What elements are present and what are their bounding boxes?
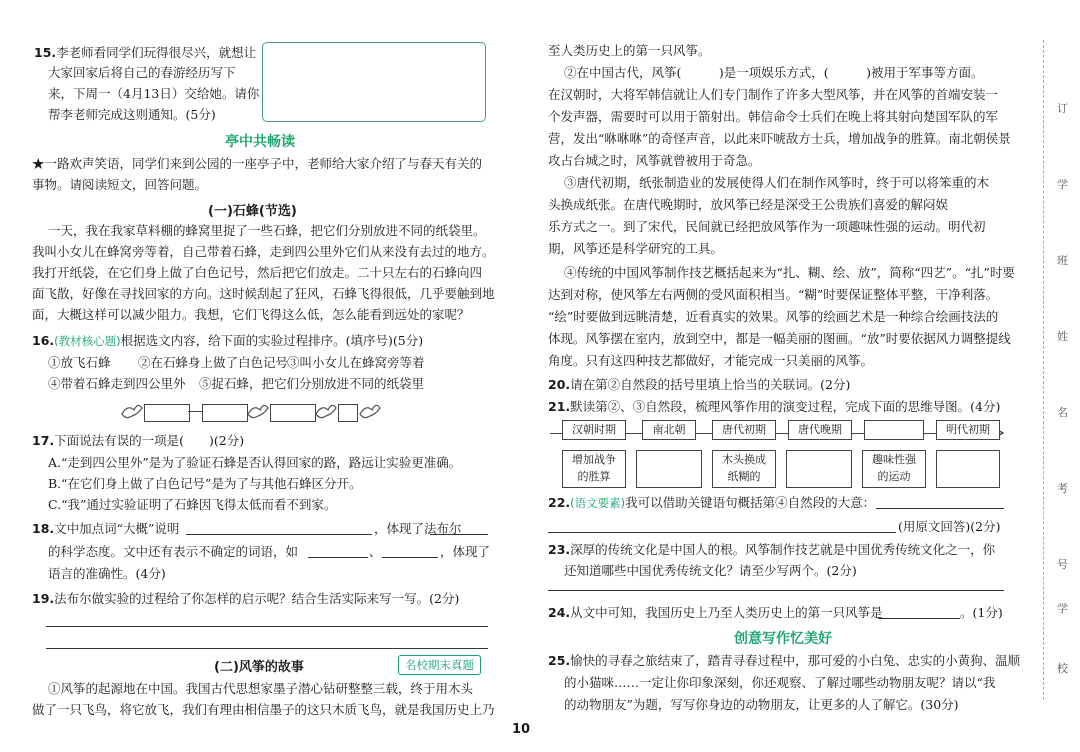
q16-opt1: ①放飞石蜂 (48, 355, 111, 370)
function-blank[interactable] (936, 450, 1000, 488)
q16-opt4: ④带着石蜂走到四公里外 (48, 376, 186, 391)
q24-line: 24.从文中可知，我国历史上乃至人类历史上的第一只风筝是 (548, 605, 883, 620)
q23-line2: 还知道哪些中国优秀传统文化？请至少写两个。(2分) (564, 563, 857, 578)
text2-cont-line: 体现。风筝摆在室内，放到空中，都是一幅美丽的图画。“放”时要依据风力调整提线 (548, 331, 1011, 346)
timeline-label: 南北朝 (642, 420, 696, 440)
bee-icon (358, 400, 382, 422)
intro-line1: ★一路欢声笑语，同学们来到公园的一座亭子中，老师给大家介绍了与春天有关的 (32, 156, 483, 171)
q18-line1-end: ，体现了法布尔 (374, 521, 462, 536)
q18-line1: 18.文中加点词“大概”说明 (32, 521, 180, 536)
q15-line2: 大家回家后将自己的春游经历写下 (48, 65, 236, 80)
sequence-answer-box[interactable] (338, 404, 358, 422)
q25-line1: 25.愉快的寻春之旅结束了，踏青寻春过程中，那可爱的小白兔、忠实的小黄狗、温顺 (548, 653, 1021, 668)
q18-line3: 语言的准确性。(4分) (48, 566, 166, 581)
text1-line: 一天，我在我家草料棚的蜂窝里捉了一些石蜂，把它们分别放进不同的纸袋里。 (48, 223, 486, 238)
q25-line3: 的动物朋友”为题，写写你身边的动物朋友，让更多的人了解它。(30分) (564, 697, 959, 712)
text2-cont-line: 乐方式之一。到了宋代，民间就已经把放风筝作为一项趣味性强的运动。明代初 (548, 219, 986, 234)
binder-char: 学 (1057, 178, 1068, 191)
q23-answer-line[interactable] (548, 590, 1004, 591)
binding-margin (1048, 0, 1078, 752)
text2-cont-line: ④传统的中国风筝制作技艺概括起来为“扎、糊、绘、放”，简称“四艺”。“扎”时要 (564, 265, 1015, 280)
text2-cont-line: 达到对称，使风筝左右两侧的受风面积相当。“糊”时要保证整体平整，干净利落。 (548, 287, 999, 302)
q18-blank[interactable] (430, 534, 488, 535)
binder-char: 学 (1057, 602, 1068, 615)
intro-line2: 事物。请阅读短文，回答问题。 (32, 177, 208, 192)
exam-source-badge: 名校期末真题 (398, 655, 481, 675)
section-title-writing: 创意写作忆美好 (734, 631, 832, 647)
text2-line: 做了一只飞鸟，将它放飞，我们有理由相信墨子的这只木质飞鸟，就是我国历史上乃 (32, 702, 495, 717)
q24-blank[interactable] (878, 618, 960, 619)
q22-blank[interactable] (548, 532, 896, 533)
text2-line: ①风筝的起源地在中国。我国古代思想家墨子潜心钻研整整三载，终于用木头 (48, 681, 474, 696)
binder-char: 订 (1057, 102, 1068, 115)
text2-cont-line: 头换成纸张。在唐代晚期时，放风筝已经是深受王公贵族们喜爱的解闷娱 (548, 197, 949, 212)
timeline-blank[interactable] (864, 420, 924, 440)
text2-title: (二)风筝的故事 (214, 660, 304, 675)
binding-dashed-line (1043, 40, 1044, 700)
function-box: 趣味性强 的运动 (862, 450, 926, 488)
q15-line1: 15.李老师看同学们玩得很尽兴，就想让 (34, 45, 257, 60)
notice-answer-box[interactable] (262, 42, 486, 122)
q16-line1: 16.(教材核心题)根据选文内容，给下面的实验过程排序。(填序号)(5分) (32, 333, 424, 348)
q17-option-c: C.“我”通过实验证明了石蜂因飞得太低而看不到家。 (48, 497, 337, 512)
q15-line4: 帮李老师完成这则通知。(5分) (48, 107, 216, 122)
text2-cont-line: ③唐代初期，纸张制造业的发展使得人们在制作风筝时，终于可以将笨重的木 (564, 175, 990, 190)
q19-answer-line[interactable] (46, 626, 488, 627)
text1-title: (一)石蜂(节选) (208, 204, 297, 219)
q17-option-b: B.“在它们身上做了白色记号”是为了与其他石蜂区分开。 (48, 476, 362, 491)
text2-cont-line: 营，发出“咻咻咻”的奇怪声音，以此来吓唬敌方士兵，增加战争的胜算。南北朝侯景 (548, 131, 1011, 146)
q17-option-a: A.“走到四公里外”是为了验证石蜂是否认得回家的路，路远让实验更准确。 (48, 455, 462, 470)
sequence-answer-box[interactable] (202, 404, 248, 422)
q16-opt3: ③叫小女儿在蜂窝旁等着 (287, 355, 425, 370)
q25-line2: 的小猫咪……一定让你印象深刻，你还观察、了解过哪些动物朋友呢？请以“我 (564, 675, 996, 690)
q18-sep: 、 (369, 544, 382, 559)
binder-char: 名 (1057, 406, 1068, 419)
text2-cont-line: 攻占台城之时，风筝就曾被用于奇急。 (548, 153, 761, 168)
sequence-answer-box[interactable] (270, 404, 316, 422)
text1-line: 面飞散，好像在寻找回家的方向。这时候刮起了狂风，石蜂飞得很低，几乎要触到地 (32, 286, 495, 301)
timeline-label: 明代初期 (936, 420, 1000, 440)
function-blank[interactable] (786, 450, 852, 488)
text2-cont-line: 在汉朝时，大将军韩信就让人们专门制作了许多大型风筝，并在风筝的首端安装一 (548, 87, 999, 102)
bee-icon (246, 400, 270, 422)
q15-line3: 来，下周一（4月13日）交给她。请你 (48, 86, 260, 101)
binder-char: 班 (1057, 254, 1068, 267)
section-title-reading: 亭中共畅读 (225, 134, 295, 150)
bee-icon (314, 400, 338, 422)
q22-line2: (用原文回答)(2分) (898, 519, 1001, 534)
q22-stem: 22.(语文要素)我可以借助关键语句概括第④自然段的大意： (548, 495, 876, 510)
arrow-right-icon (188, 411, 202, 412)
q20-stem: 20.请在第②自然段的括号里填上恰当的关联词。(2分) (548, 377, 851, 392)
q24-line-end: 。(1分) (960, 605, 1003, 620)
q18-line2: 的科学态度。文中还有表示不确定的词语，如 (48, 544, 299, 559)
q16-opt5: ⑤捉石蜂，把它们分别放进不同的纸袋里 (199, 376, 425, 391)
function-box: 木头换成 纸糊的 (712, 450, 776, 488)
timeline-label: 汉朝时期 (562, 420, 626, 440)
q22-blank[interactable] (876, 508, 1004, 509)
timeline-label: 唐代初期 (712, 420, 776, 440)
text1-line: 面，大概这样可以减少阻力。我想，它们飞得这么低，怎么能看到远处的家呢？ (32, 307, 470, 322)
q19-answer-line[interactable] (46, 648, 488, 649)
binder-char: 校 (1057, 662, 1068, 675)
timeline-label: 唐代晚期 (788, 420, 852, 440)
binder-char: 号 (1057, 558, 1068, 571)
q19-stem: 19.法布尔做实验的过程给了你怎样的启示呢？结合生活实际来写一写。(2分) (32, 591, 460, 606)
sequence-answer-box[interactable] (144, 404, 190, 422)
text2-cont-line: 至人类历史上的第一只风筝。 (548, 43, 711, 58)
function-box: 增加战争 的胜算 (562, 450, 626, 488)
text2-cont-line: 角度。只有这四种技艺都做好，才能完成一只美丽的风筝。 (548, 353, 874, 368)
q18-blank[interactable] (308, 557, 368, 558)
page-number: 10 (512, 722, 531, 737)
q18-blank[interactable] (186, 534, 372, 535)
binder-char: 姓 (1057, 330, 1068, 343)
q16-opt2: ②在石蜂身上做了白色记号 (138, 355, 289, 370)
text2-cont-line: ②在中国古代，风筝( )是一项娱乐方式，( )被用于军事等方面。 (564, 65, 984, 80)
text1-line: 我叫小女儿在蜂窝旁等着，自己带着石蜂，走到四公里外它们从来没有去过的地方。 (32, 244, 495, 259)
text2-cont-line: 期，风筝还是科学研究的工具。 (548, 241, 724, 256)
bee-icon (120, 400, 144, 422)
q18-blank[interactable] (382, 557, 438, 558)
text2-cont-line: 个发声器，需要时可以用于箭射出。韩信命令士兵们在晚上将其射向楚国军队的军 (548, 109, 999, 124)
binder-char: 考 (1057, 482, 1068, 495)
q17-stem: 17.下面说法有误的一项是( )(2分) (32, 433, 245, 448)
text2-cont-line: “绘”时要做到远眺清楚，近看真实的效果。风筝的绘画艺术是一种综合绘画技法的 (548, 309, 999, 324)
q23-line1: 23.深厚的传统文化是中国人的根。风筝制作技艺就是中国优秀传统文化之一，你 (548, 542, 996, 557)
q18-line2-end: ，体现了 (440, 544, 491, 559)
function-blank[interactable] (636, 450, 702, 488)
q21-stem: 21.默读第②、③自然段，梳理风筝作用的演变过程，完成下面的思维导图。(4分) (548, 399, 1001, 414)
text1-line: 我打开纸袋，在它们身上做了白色记号，然后把它们放走。二十只左右的石蜂向四 (32, 265, 483, 280)
